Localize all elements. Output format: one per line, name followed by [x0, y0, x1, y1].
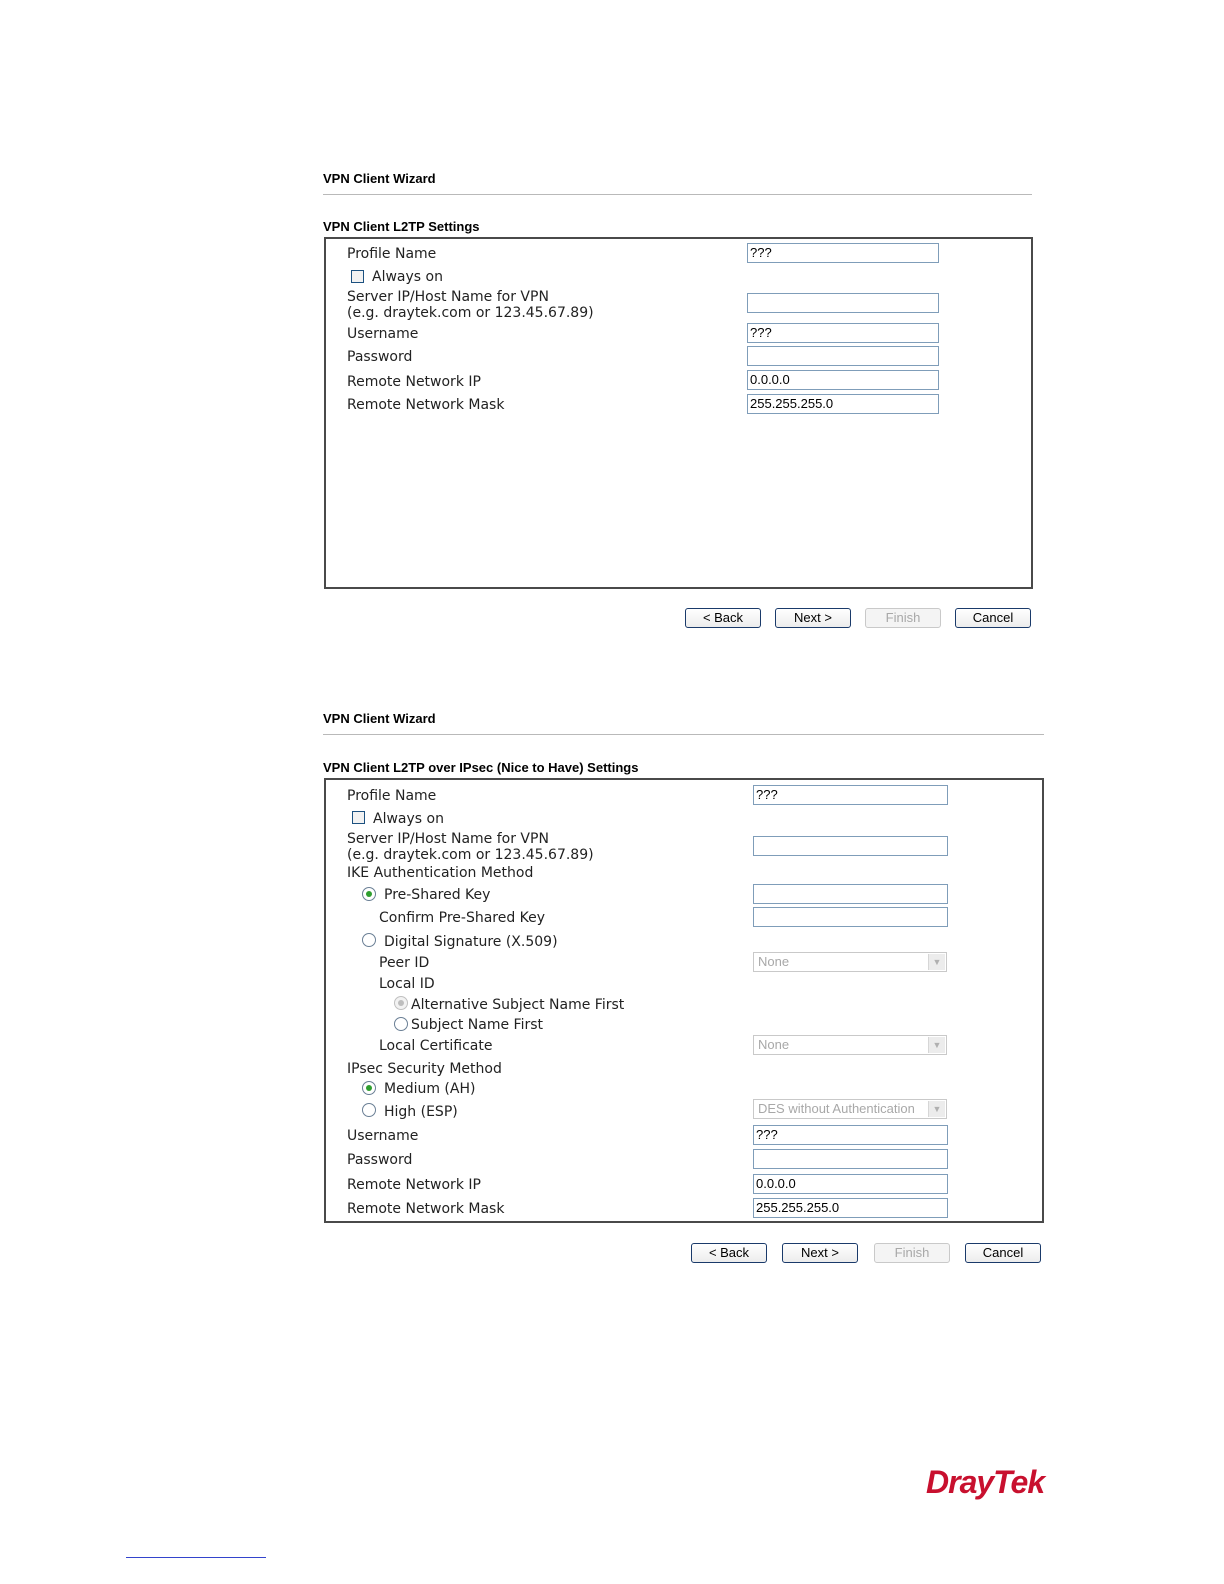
back-button[interactable]: < Back: [691, 1243, 767, 1263]
username-input[interactable]: ???: [747, 323, 939, 343]
digital-signature-label: Digital Signature (X.509): [384, 934, 558, 950]
password-label: Password: [347, 1152, 413, 1168]
password-input[interactable]: [747, 346, 939, 366]
chevron-down-icon: ▼: [928, 954, 945, 970]
profile-name-input[interactable]: ???: [753, 785, 948, 805]
server-hint: (e.g. draytek.com or 123.45.67.89): [347, 305, 594, 321]
chevron-down-icon: ▼: [928, 1037, 945, 1053]
cancel-button[interactable]: Cancel: [965, 1243, 1041, 1263]
remote-ip-input[interactable]: 0.0.0.0: [753, 1174, 948, 1194]
section-title: VPN Client L2TP over IPsec (Nice to Have) Settings: [323, 760, 639, 775]
high-esp-radio[interactable]: [362, 1103, 376, 1117]
username-label: Username: [347, 326, 419, 342]
digital-signature-radio[interactable]: [362, 933, 376, 947]
server-label: Server IP/Host Name for VPN: [347, 831, 549, 847]
profile-name-input[interactable]: ???: [747, 243, 939, 263]
psk-input[interactable]: [753, 884, 948, 904]
psk-radio[interactable]: [362, 887, 376, 901]
esp-method-select[interactable]: [753, 1099, 947, 1119]
always-on-label: Always on: [372, 269, 443, 285]
high-esp-label: High (ESP): [384, 1104, 458, 1120]
local-cert-label: Local Certificate: [379, 1038, 493, 1054]
next-button[interactable]: Next >: [782, 1243, 858, 1263]
remote-mask-label: Remote Network Mask: [347, 1201, 505, 1217]
always-on-checkbox[interactable]: [351, 270, 364, 283]
server-label: Server IP/Host Name for VPN: [347, 289, 549, 305]
back-button[interactable]: < Back: [685, 608, 761, 628]
username-input[interactable]: ???: [753, 1125, 948, 1145]
remote-ip-input[interactable]: 0.0.0.0: [747, 370, 939, 390]
remote-ip-label: Remote Network IP: [347, 1177, 481, 1193]
peer-id-select[interactable]: [753, 952, 947, 972]
local-id-label: Local ID: [379, 976, 435, 992]
always-on-checkbox[interactable]: [352, 811, 365, 824]
settings-panel: [324, 237, 1033, 589]
settings-panel: [324, 778, 1044, 1223]
draytek-logo: DrayTek: [926, 1464, 1045, 1500]
wizard-title: VPN Client Wizard: [323, 711, 436, 726]
chevron-down-icon: ▼: [928, 1101, 945, 1117]
medium-ah-label: Medium (AH): [384, 1081, 476, 1097]
always-on-label: Always on: [373, 811, 444, 827]
esp-method-value: DES without Authentication: [758, 1101, 915, 1116]
medium-ah-radio[interactable]: [362, 1081, 376, 1095]
local-cert-select[interactable]: [753, 1035, 947, 1055]
server-input[interactable]: [753, 836, 948, 856]
subject-name-label: Subject Name First: [411, 1017, 544, 1033]
remote-mask-label: Remote Network Mask: [347, 397, 505, 413]
local-cert-value: None: [758, 1037, 790, 1052]
wizard-title: VPN Client Wizard: [323, 171, 436, 186]
next-button[interactable]: Next >: [775, 608, 851, 628]
section-title: VPN Client L2TP Settings: [323, 219, 480, 234]
alt-subject-label: Alternative Subject Name First: [411, 997, 625, 1013]
divider: [323, 194, 1032, 195]
password-label: Password: [347, 349, 413, 365]
confirm-psk-label: Confirm Pre-Shared Key: [379, 910, 546, 926]
psk-label: Pre-Shared Key: [384, 887, 491, 903]
footer-link-underline: [126, 1557, 266, 1558]
ipsec-method-label: IPsec Security Method: [347, 1061, 502, 1077]
divider: [323, 734, 1044, 735]
cancel-button[interactable]: Cancel: [955, 608, 1031, 628]
server-hint: (e.g. draytek.com or 123.45.67.89): [347, 847, 594, 863]
finish-button[interactable]: Finish: [865, 608, 941, 628]
confirm-psk-input[interactable]: [753, 907, 948, 927]
peer-id-value: None: [758, 954, 790, 969]
subject-name-radio[interactable]: [394, 1017, 408, 1031]
alt-subject-radio[interactable]: [394, 996, 408, 1010]
server-input[interactable]: [747, 293, 939, 313]
remote-mask-input[interactable]: 255.255.255.0: [747, 394, 939, 414]
username-label: Username: [347, 1128, 419, 1144]
profile-name-label: Profile Name: [347, 246, 437, 262]
ike-auth-label: IKE Authentication Method: [347, 865, 534, 881]
remote-mask-input[interactable]: 255.255.255.0: [753, 1198, 948, 1218]
profile-name-label: Profile Name: [347, 788, 437, 804]
finish-button[interactable]: Finish: [874, 1243, 950, 1263]
peer-id-label: Peer ID: [379, 955, 430, 971]
remote-ip-label: Remote Network IP: [347, 374, 481, 390]
password-input[interactable]: [753, 1149, 948, 1169]
